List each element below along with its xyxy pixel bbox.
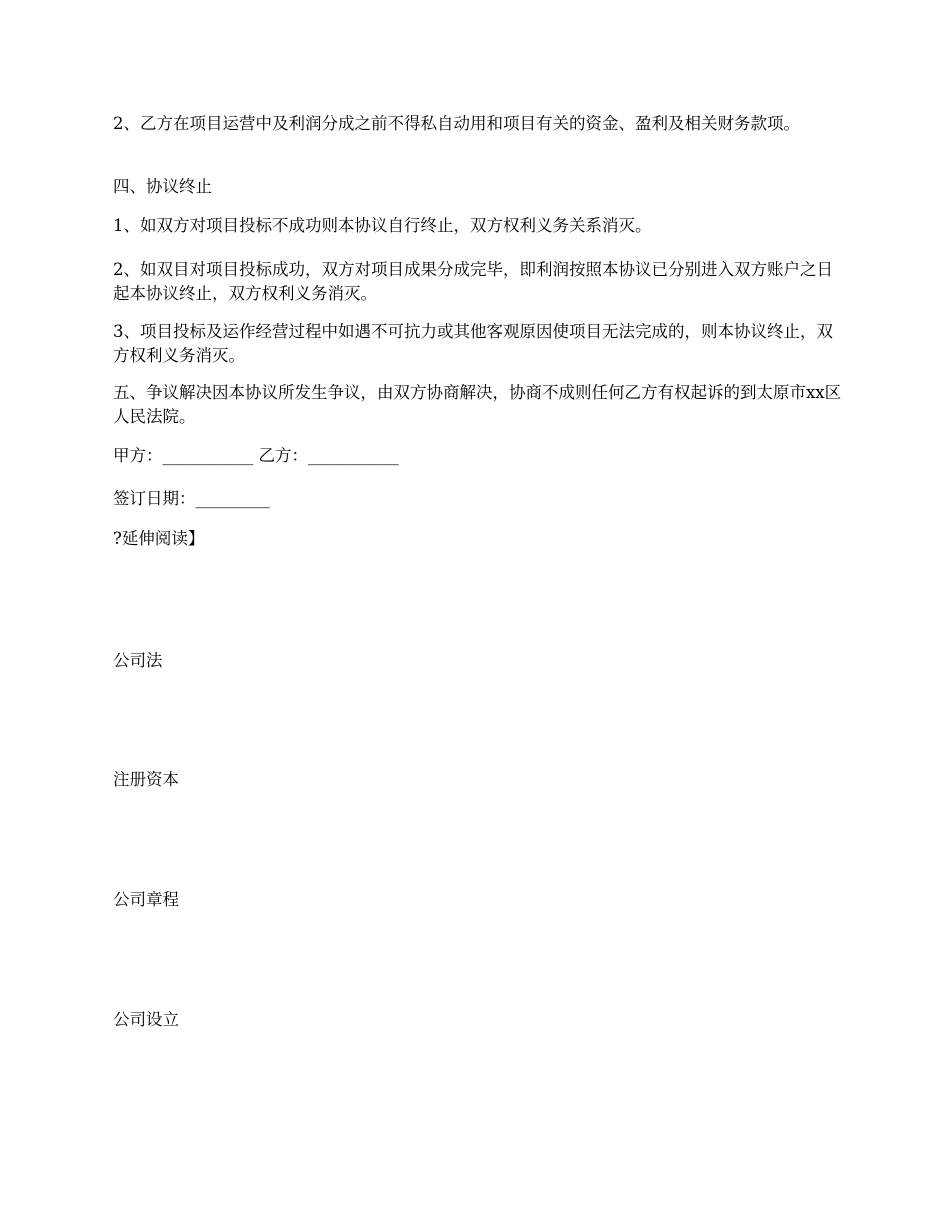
related-topic-registered-capital: 注册资本 — [113, 770, 179, 789]
signature-line: 甲方：___________ 乙方：___________ — [113, 446, 399, 465]
clause-paragraph-2: 2、乙方在项目运营中及利润分成之前不得私自动用和项目有关的资金、盈利及相关财务款项。 — [113, 114, 800, 133]
sign-date-line: 签订日期：_________ — [113, 489, 270, 508]
termination-clause-3: 3、项目投标及运作经营过程中如遇不可抗力或其他客观原因使项目无法完成的，则本协议终止，双方权利义务消灭。 — [113, 322, 833, 365]
extended-reading-label: ?延伸阅读】 — [113, 529, 205, 548]
termination-clause-1: 1、如双方对项目投标不成功则本协议自行终止，双方权利义务关系消灭。 — [113, 216, 652, 235]
related-topic-company-law: 公司法 — [113, 651, 163, 670]
related-topic-company-establishment: 公司设立 — [113, 1010, 179, 1029]
termination-clause-2: 2、如双目对项目投标成功，双方对项目成果分成完毕，即利润按照本协议已分别进入双方账户之日起本协议终止，双方权利义务消灭。 — [113, 260, 833, 303]
section-heading-termination: 四、协议终止 — [113, 177, 212, 196]
related-topic-articles-of-association: 公司章程 — [113, 890, 179, 909]
dispute-resolution-paragraph: 五、争议解决因本协议所发生争议，由双方协商解决，协商不成则任何乙方有权起诉的到太原市xx区人民法院。 — [113, 383, 842, 426]
